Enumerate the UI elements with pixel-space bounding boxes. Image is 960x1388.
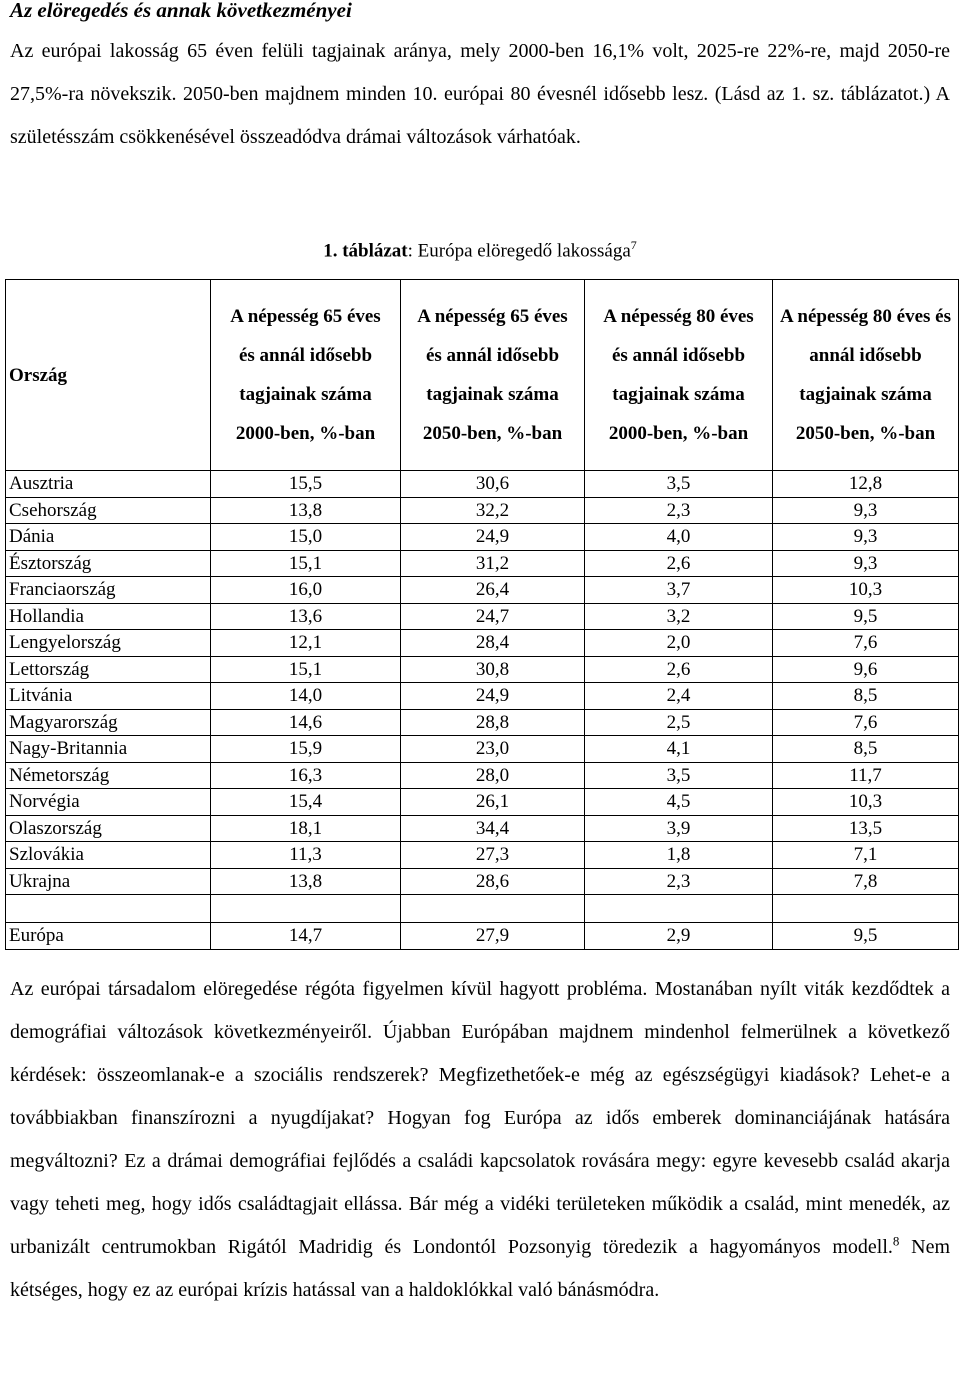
value-80-2050: 7,6 [773,709,959,736]
value-80-2050: 7,8 [773,868,959,895]
value-65-2050: 24,7 [401,603,585,630]
value-80-2000: 2,6 [585,550,773,577]
header-country: Ország [6,280,211,471]
value-80-2000: 2,0 [585,630,773,657]
value-80-2050: 8,5 [773,683,959,710]
table-row [6,736,959,763]
value-80-2000: 3,9 [585,815,773,842]
value-80-2050: 10,3 [773,789,959,816]
value-80-2050: 13,5 [773,815,959,842]
value-65-2000: 13,8 [211,497,401,524]
value-65-2050: 28,4 [401,630,585,657]
value-80-2000: 4,0 [585,524,773,551]
value-65-2050: 31,2 [401,550,585,577]
table-row [6,550,959,577]
value-65-2000: 15,9 [211,736,401,763]
country-cell: Lengyelország [6,630,211,657]
value-65-2000: 15,1 [211,656,401,683]
value-65-2000: 12,1 [211,630,401,657]
value-80-2000: 2,4 [585,683,773,710]
value-65-2000: 16,0 [211,577,401,604]
country-cell: Ukrajna [6,868,211,895]
value-80-2050: 9,6 [773,656,959,683]
value-80-2050: 7,6 [773,630,959,657]
country-cell: Lettország [6,656,211,683]
value-80-2050: 9,3 [773,550,959,577]
value-80-2000: 3,5 [585,762,773,789]
empty-cell [773,895,959,923]
value-65-2000: 14,6 [211,709,401,736]
table-caption-text: : Európa elöregedő lakossága [407,240,631,262]
table-caption-label: 1. táblázat [323,240,408,262]
value-80-2000: 2,3 [585,497,773,524]
country-cell: Ausztria [6,471,211,498]
country-cell: Magyarország [6,709,211,736]
value-80-2000: 3,5 [585,471,773,498]
empty-cell [401,895,585,923]
country-cell: Szlovákia [6,842,211,869]
value-80-2000: 3,7 [585,577,773,604]
country-cell: Litvánia [6,683,211,710]
value-65-2000: 13,6 [211,603,401,630]
country-cell: Hollandia [6,603,211,630]
empty-cell [211,895,401,923]
value-80-2000: 1,8 [585,842,773,869]
value-65-2050: 32,2 [401,497,585,524]
table-row [6,524,959,551]
value-65-2050: 24,9 [401,683,585,710]
value-65-2050: 26,4 [401,577,585,604]
table-row [6,656,959,683]
value-65-2000: 11,3 [211,842,401,869]
value-65-2000: 14,7 [211,923,401,950]
value-80-2000: 3,2 [585,603,773,630]
value-80-2050: 8,5 [773,736,959,763]
value-80-2050: 9,3 [773,497,959,524]
country-cell: Csehország [6,497,211,524]
table-row [6,842,959,869]
table-row [6,789,959,816]
value-80-2000: 2,5 [585,709,773,736]
header-80-2000: A népesség 80 éves és annál idősebb tagjainak száma 2000-ben, %-ban [585,280,773,471]
table-row [6,762,959,789]
value-80-2000: 2,9 [585,923,773,950]
country-cell: Észtország [6,550,211,577]
value-65-2000: 15,5 [211,471,401,498]
value-80-2050: 11,7 [773,762,959,789]
table-row [6,577,959,604]
empty-cell [585,895,773,923]
country-cell: Nagy-Britannia [6,736,211,763]
table-row [6,868,959,895]
value-65-2050: 28,6 [401,868,585,895]
table-caption [0,238,960,262]
footnote-marker: 7 [630,238,637,252]
footnote-marker: 8 [892,1233,900,1249]
country-cell: Európa [6,923,211,950]
value-80-2050: 7,1 [773,842,959,869]
body-text: Az európai társadalom elöregedése régóta figyelmen kívül hagyott probléma. Mostanában nyílt viták kezdődtek a demográfiai változások következményeiről. Újabban Európában majdnem mindenhol felmerülnek a következő kérdések: összeomlanak-e a szociális rendszerek? Megfizethetőek-e még az egészségügyi kiadások? Lehet-e a továbbiakban finanszírozni a nyugdíjakat? Hogyan fog Európa az idős emberek dominanciájának hatására megváltozni? Ez a drámai demográfiai fejlődés a családi kapcsolatok rovására megy: egyre kevesebb család akarja vagy teheti meg, hogy idős családtagjait ellássa. Bár még a vidéki területeken működik a család, mint menedék, az urbanizált centrumokban Rigától Madridig és Londontól Pozsonyig töredezik a hagyományos modell. [10,978,950,1258]
table-spacer-row [6,895,959,923]
header-65-2000: A népesség 65 éves és annál idősebb tagjainak száma 2000-ben, %-ban [211,280,401,471]
value-65-2050: 30,6 [401,471,585,498]
table-header-row [6,280,959,471]
table-row [6,603,959,630]
table-row [6,497,959,524]
table-row [6,471,959,498]
value-65-2000: 16,3 [211,762,401,789]
country-cell: Olaszország [6,815,211,842]
value-65-2050: 27,9 [401,923,585,950]
table-row [6,683,959,710]
population-aging-table [5,279,959,950]
table-row [6,630,959,657]
value-80-2000: 4,5 [585,789,773,816]
country-cell: Dánia [6,524,211,551]
value-65-2050: 30,8 [401,656,585,683]
header-80-2050: A népesség 80 éves és annál idősebb tagjainak száma 2050-ben, %-ban [773,280,959,471]
empty-cell [6,895,211,923]
intro-paragraph: Az európai lakosság 65 éven felüli tagjainak aránya, mely 2000-ben 16,1% volt, 2025-re 22%-re, majd 2050-re 27,5%-ra növekszik. 2050-ben majdnem minden 10. európai 80 évesnél idősebb lesz. (Lásd az 1. sz. táblázatot.) A születésszám csökkenésével összeadódva drámai változások várhatóak. [10,40,950,148]
value-65-2050: 34,4 [401,815,585,842]
table-row [6,709,959,736]
value-65-2050: 28,8 [401,709,585,736]
body-text-end: Nem kétséges, hogy ez az európai krízis hatással van a haldoklókkal való bánásmódra. [10,1236,950,1301]
country-cell: Franciaország [6,577,211,604]
value-65-2000: 15,0 [211,524,401,551]
value-65-2000: 13,8 [211,868,401,895]
country-cell: Németország [6,762,211,789]
value-80-2050: 9,5 [773,923,959,950]
value-80-2000: 2,6 [585,656,773,683]
value-65-2000: 15,4 [211,789,401,816]
value-65-2050: 26,1 [401,789,585,816]
value-65-2000: 18,1 [211,815,401,842]
value-65-2050: 23,0 [401,736,585,763]
table-total-row [6,923,959,950]
value-80-2000: 2,3 [585,868,773,895]
value-65-2050: 28,0 [401,762,585,789]
value-65-2050: 24,9 [401,524,585,551]
value-80-2050: 10,3 [773,577,959,604]
value-80-2050: 12,8 [773,471,959,498]
value-80-2000: 4,1 [585,736,773,763]
value-65-2050: 27,3 [401,842,585,869]
value-80-2050: 9,5 [773,603,959,630]
value-65-2000: 14,0 [211,683,401,710]
table-row [6,815,959,842]
value-65-2000: 15,1 [211,550,401,577]
body-paragraph [10,968,950,1312]
section-heading: Az elöregedés és annak következményei [10,0,352,22]
value-80-2050: 9,3 [773,524,959,551]
header-65-2050: A népesség 65 éves és annál idősebb tagjainak száma 2050-ben, %-ban [401,280,585,471]
country-cell: Norvégia [6,789,211,816]
